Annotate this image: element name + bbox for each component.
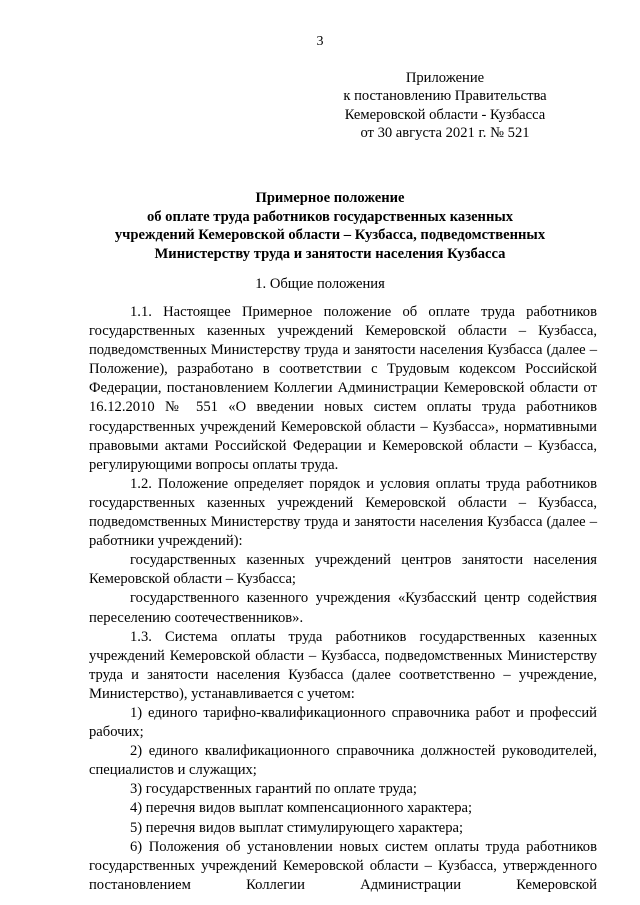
appendix-line: к постановлению Правительства [343, 88, 547, 105]
paragraph-list-item: государственного казенного учреждения «Кузбасский центр содействия переселению соотечественников». [89, 590, 597, 626]
title-line: учреждений Кемеровской области – Кузбасса, подведомственных [114, 227, 546, 244]
paragraph-list-item: государственных казенных учреждений центров занятости населения Кемеровской области – Кузбасса; [89, 552, 597, 588]
document-body [89, 303, 597, 895]
appendix-block [330, 69, 560, 142]
title-line: об оплате труда работников государственных казенных [146, 208, 514, 225]
section-heading: 1. Общие положения [255, 276, 385, 292]
paragraph-1-1: 1.1. Настоящее Примерное положение об оплате труда работников государственных казенных учреждений Кемеровской области – Кузбасса, подведомственных Министерству труда и занятости населения Кузбасса (далее – Положение), разработано в соответствии с Трудовым кодексом Российской Федерации, постановлением Коллегии Администрации Кемеровской области от 16.12.2010 № 551 «О введении новых систем оплаты труда работников государственных учреждений Кемеровской области – Кузбасса», нормативными правовыми актами Российской Федерации и Кемеровской области – Кузбасса, регулирующими вопросы оплаты труда. [89, 304, 597, 473]
paragraph-1-3: 1.3. Система оплаты труда работников государственных казенных учреждений Кемеровской области – Кузбасса, подведомственных Министерству труда и занятости населения Кузбасса (далее соответственно – учреждение, Министерство), устанавливается с учетом: [89, 628, 597, 702]
title-line: Примерное положение [255, 190, 405, 206]
paragraph-list-item: 5) перечня видов выплат стимулирующего характера; [130, 819, 464, 836]
document-title [60, 189, 600, 264]
page-number: 3 [316, 34, 324, 49]
paragraph-list-item: 1) единого тарифно-квалификационного справочника работ и профессий рабочих; [89, 704, 597, 741]
paragraph-list-item: 2) единого квалификационного справочника должностей руководителей, специалистов и служащих; [89, 743, 597, 779]
appendix-line: Приложение [405, 70, 485, 86]
paragraph-1-2: 1.2. Положение определяет порядок и условия оплаты труда работников государственных казенных учреждений Кемеровской области – Кузбасса, подведомственных Министерству труда и занятости населения Кузбасса (далее – работники учреждений): [89, 475, 597, 550]
paragraph-list-item: 3) государственных гарантий по оплате труда; [130, 781, 417, 798]
appendix-line: от 30 августа 2021 г. № 521 [360, 124, 530, 141]
paragraph-list-item: 6) Положения об установлении новых систем оплаты труда работников государственных учреждений Кемеровской области – Кузбасса, утвержденного постановлением Коллегии Администрации Кемеровской [89, 838, 597, 893]
paragraph-list-item: 4) перечня видов выплат компенсационного характера; [130, 800, 473, 817]
appendix-line: Кемеровской области - Кузбасса [344, 106, 546, 123]
title-line: Министерству труда и занятости населения Кузбасса [154, 246, 506, 263]
